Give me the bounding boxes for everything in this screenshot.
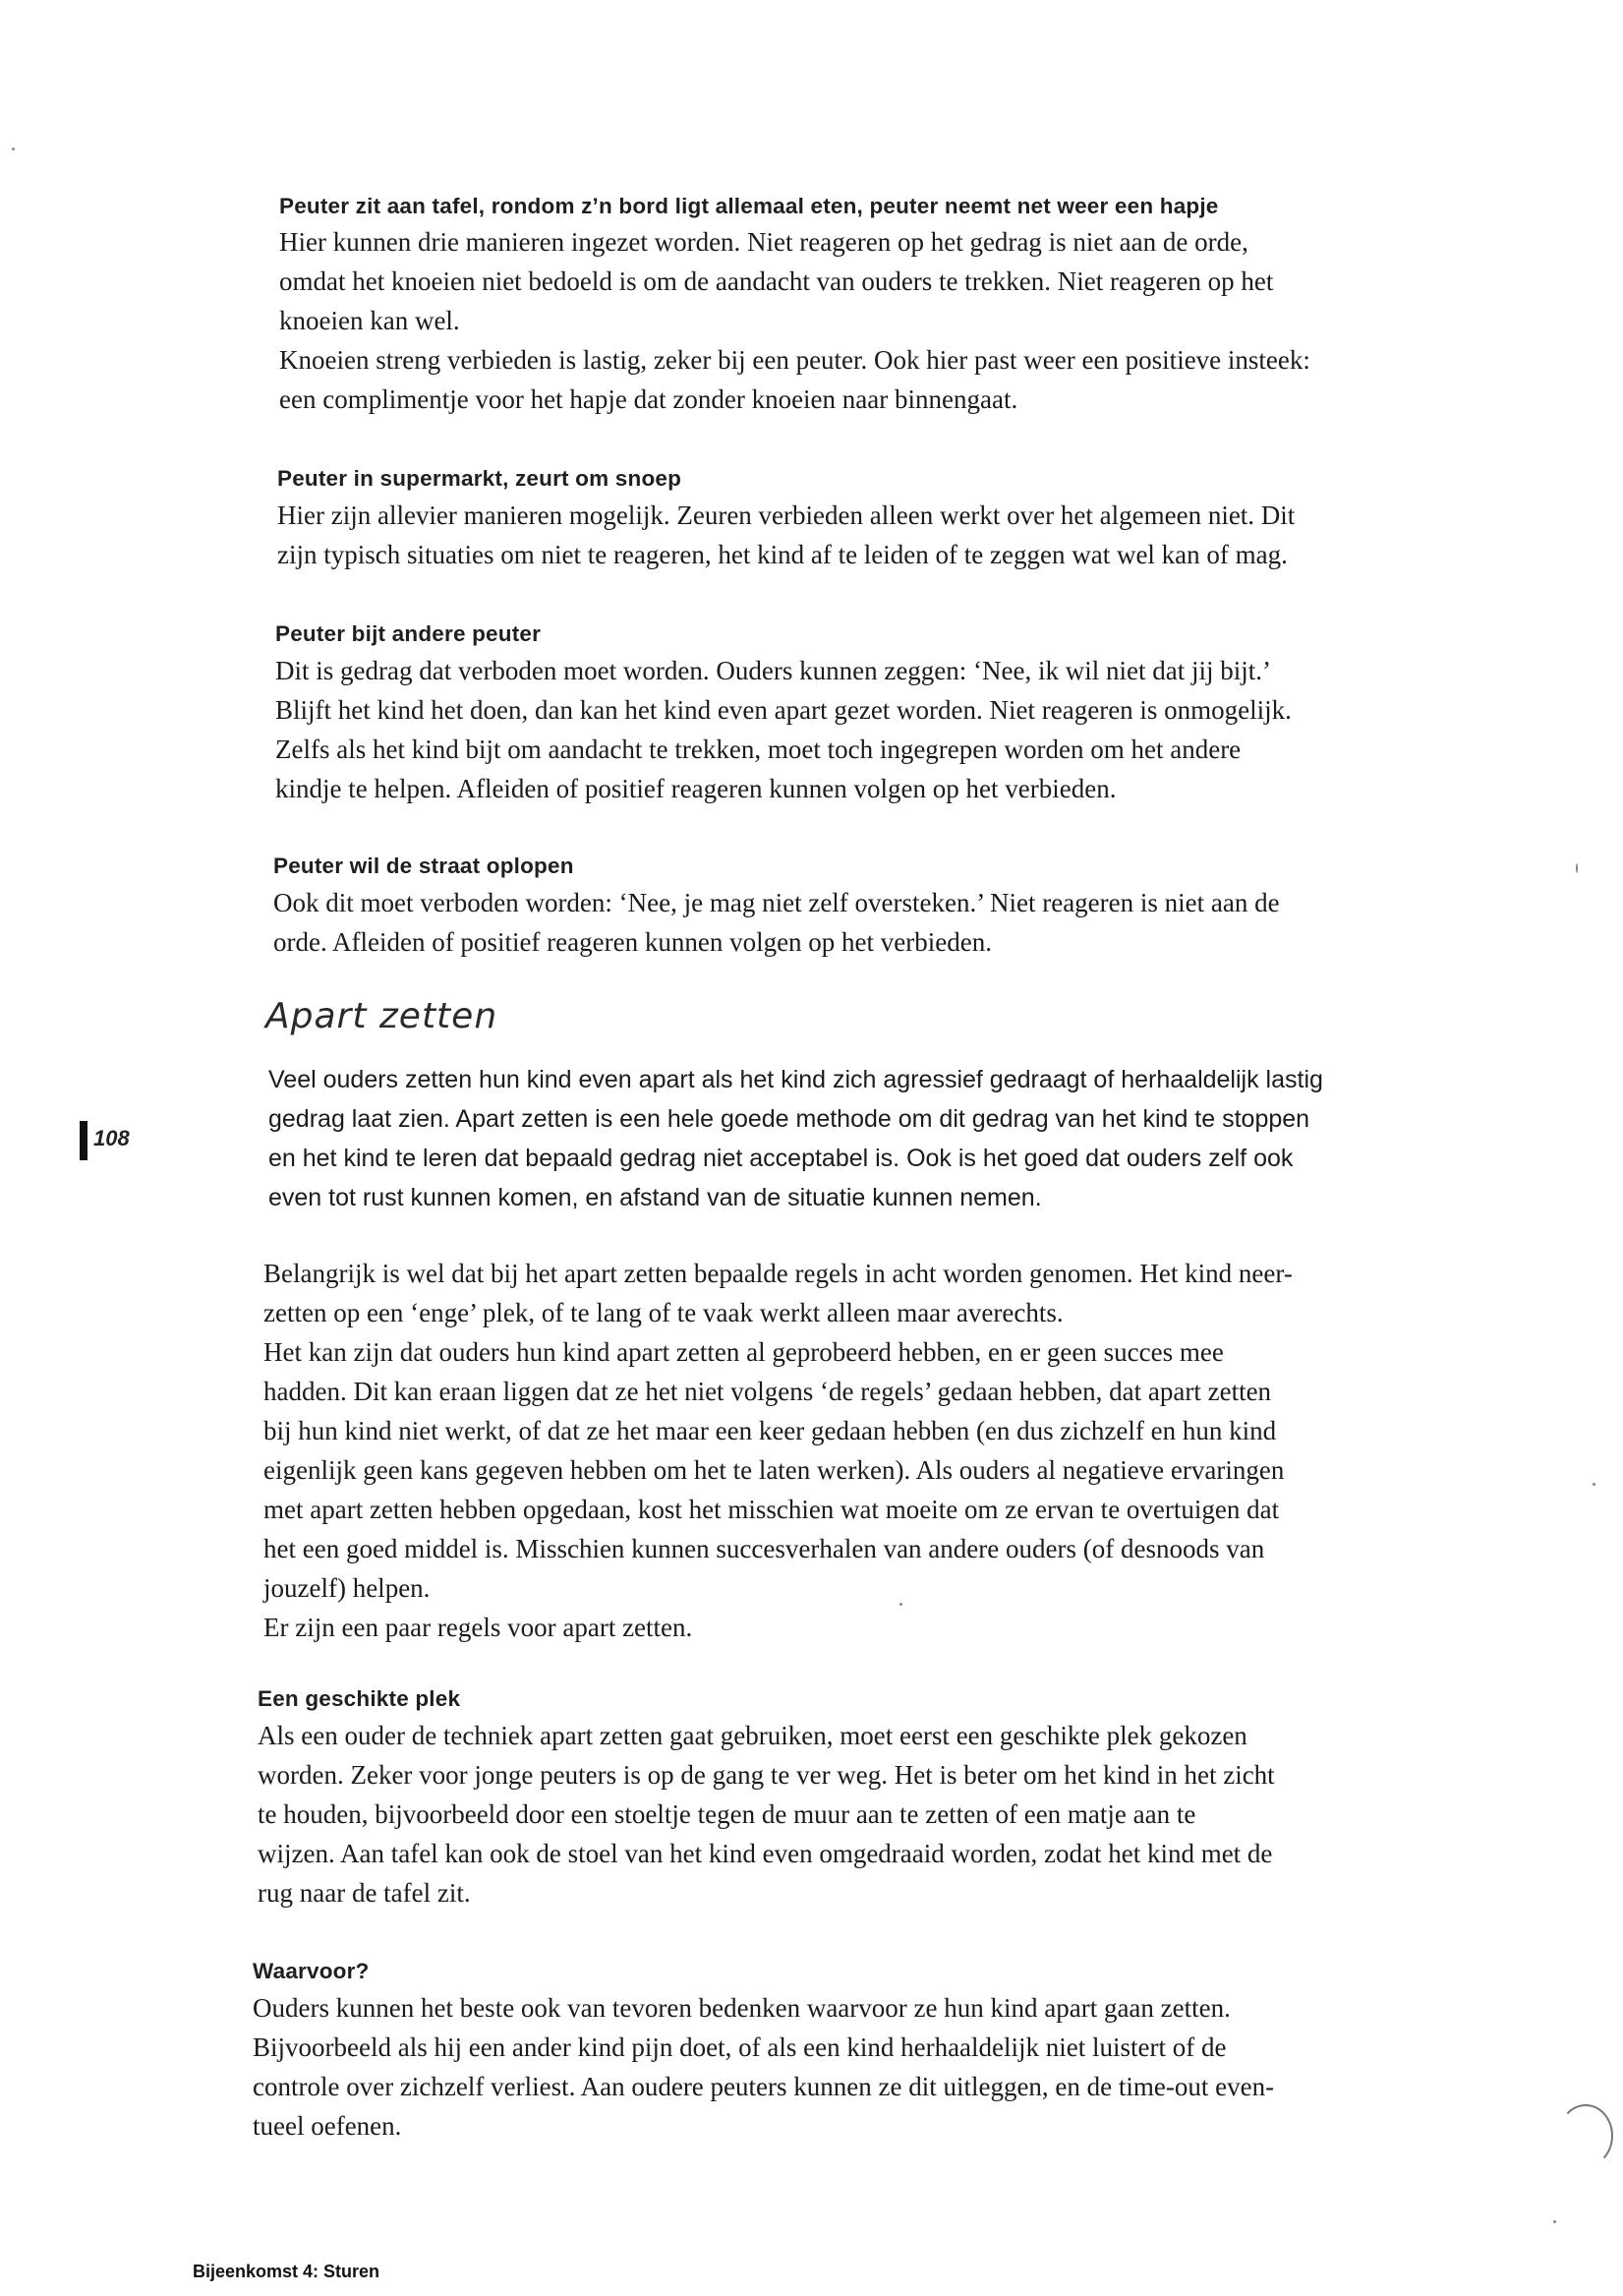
text-line: jouzelf) helpen.: [263, 1573, 431, 1603]
rules-paragraph: [263, 1254, 1492, 1647]
section-title: Apart zetten: [265, 996, 498, 1036]
section-heading: Peuter wil de straat oplopen: [273, 854, 574, 878]
scan-speck: [899, 1603, 902, 1606]
text-line: even tot rust kunnen komen, en afstand van de situatie kunnen nemen.: [268, 1184, 1042, 1211]
text-line: Blijft het kind het doen, dan kan het kind even apart gezet worden. Niet reageren is onmogelijk.: [275, 695, 1292, 725]
text-line: bij hun kind niet werkt, of dat ze het maar een keer gedaan hebben (en dus zichzelf en hun kind: [263, 1416, 1277, 1445]
text-line: Hier zijn allevier manieren mogelijk. Zeuren verbieden alleen werkt over het algemeen niet. Dit: [277, 500, 1296, 530]
section-biting: [275, 619, 1504, 808]
text-line: zijn typisch situaties om niet te reageren, het kind af te leiden of te zeggen wat wel kan of mag.: [277, 540, 1288, 569]
text-line: en het kind te leren dat bepaald gedrag niet acceptabel is. Ook is het goed dat ouders zelf ook: [268, 1145, 1294, 1172]
section-body: [279, 222, 1508, 419]
scan-mark: [1558, 2104, 1613, 2167]
text-line: hadden. Dit kan eraan liggen dat ze het niet volgens ‘de regels’ gedaan hebben, dat apart zetten: [263, 1377, 1272, 1406]
text-line: eigenlijk geen kans gegeven hebben om het te laten werken). Als ouders al negatieve ervaringen: [263, 1455, 1285, 1485]
section-heading: Peuter in supermarkt, zeurt om snoep: [277, 466, 682, 491]
text-line: Hier kunnen drie manieren ingezet worden. Niet reageren op het gedrag is niet aan de orde,: [279, 227, 1248, 257]
text-line: Er zijn een paar regels voor apart zetten.: [263, 1613, 693, 1642]
text-line: controle over zichzelf verliest. Aan oudere peuters kunnen ze dit uitleggen, en de time-out even-: [253, 2072, 1275, 2101]
subsection-heading: Een geschikte plek: [258, 1686, 461, 1711]
text-line: Knoeien streng verbieden is lastig, zeker bij een peuter. Ook hier past weer een positieve insteek:: [279, 345, 1310, 375]
scan-speck: [1553, 2220, 1556, 2223]
subsection-suitable-place: [258, 1684, 1486, 1913]
text-line: worden. Zeker voor jonge peuters is op de gang te ver weg. Het is beter om het kind in het zicht: [258, 1760, 1275, 1790]
text-line: het een goed middel is. Misschien kunnen succesverhalen van andere ouders (of desnoods van: [263, 1534, 1265, 1563]
text-line: Belangrijk is wel dat bij het apart zetten bepaalde regels in acht worden genomen. Het kind neer-: [263, 1259, 1293, 1288]
text-line: te houden, bijvoorbeeld door een stoeltje tegen de muur aan te zetten of een matje aan te: [258, 1799, 1196, 1829]
section-body: [277, 496, 1506, 574]
section-body: [273, 883, 1502, 962]
text-line: Ook dit moet verboden worden: ‘Nee, je mag niet zelf oversteken.’ Niet reageren is niet aan de: [273, 888, 1280, 917]
text-line: omdat het knoeien niet bedoeld is om de aandacht van ouders te trekken. Niet reageren op het: [279, 266, 1274, 296]
text-line: Dit is gedrag dat verboden moet worden. Ouders kunnen zeggen: ‘Nee, ik wil niet dat jij bijt.’: [275, 656, 1271, 685]
section-table-spilling: [279, 192, 1508, 419]
text-line: gedrag laat zien. Apart zetten is een hele goede methode om dit gedrag van het kind te stoppen: [268, 1105, 1310, 1133]
page-footer: Bijeenkomst 4: Sturen: [193, 2262, 380, 2281]
section-heading: Peuter zit aan tafel, rondom z’n bord ligt allemaal eten, peuter neemt net weer een hapje: [279, 194, 1219, 218]
text-line: Bijvoorbeeld als hij een ander kind pijn doet, of als een kind herhaaldelijk niet luistert of de: [253, 2032, 1227, 2062]
subsection-body: [258, 1716, 1486, 1913]
text-line: knoeien kan wel.: [279, 306, 460, 335]
page-marker-bar: [80, 1121, 87, 1160]
text-line: Veel ouders zetten hun kind even apart als het kind zich agressief gedraagt of herhaaldelijk lastig: [268, 1066, 1323, 1093]
subsection-heading: Waarvoor?: [253, 1959, 370, 1983]
scan-speck: [1576, 863, 1578, 873]
scan-speck: [1593, 1483, 1595, 1486]
text-line: orde. Afleiden of positief reageren kunnen volgen op het verbieden.: [273, 927, 992, 957]
text-line: zetten op een ‘enge’ plek, of te lang of te vaak werkt alleen maar averechts.: [263, 1298, 1064, 1327]
section-street: [273, 852, 1502, 962]
section-supermarket: [277, 464, 1506, 574]
intro-paragraph: [268, 1060, 1497, 1217]
text-line: wijzen. Aan tafel kan ook de stoel van het kind even omgedraaid worden, zodat het kind met de: [258, 1839, 1273, 1868]
text-line: Als een ouder de techniek apart zetten gaat gebruiken, moet eerst een geschikte plek gekozen: [258, 1721, 1247, 1750]
text-line: Zelfs als het kind bijt om aandacht te trekken, moet toch ingegrepen worden om het andere: [275, 735, 1242, 764]
text-line: tueel oefenen.: [253, 2111, 402, 2141]
text-line: kindje te helpen. Afleiden of positief reageren kunnen volgen op het verbieden.: [275, 774, 1117, 803]
scan-speck: [12, 147, 15, 150]
text-line: rug naar de tafel zit.: [258, 1878, 471, 1908]
section-heading: Peuter bijt andere peuter: [275, 621, 542, 646]
text-line: Ouders kunnen het beste ook van tevoren bedenken waarvoor ze hun kind apart gaan zetten.: [253, 1993, 1231, 2023]
section-body: [275, 651, 1504, 808]
text-line: een complimentje voor het hapje dat zonder knoeien naar binnengaat.: [279, 384, 1018, 414]
text-line: met apart zetten hebben opgedaan, kost het misschien wat moeite om ze ervan te overtuigen dat: [263, 1495, 1280, 1524]
subsection-what-for: [253, 1957, 1481, 2146]
page-number: 108: [93, 1126, 130, 1150]
subsection-body: [253, 1988, 1481, 2146]
rules-body: [263, 1254, 1492, 1647]
intro-body: [268, 1060, 1497, 1217]
text-line: Het kan zijn dat ouders hun kind apart zetten al geprobeerd hebben, en er geen succes mee: [263, 1337, 1224, 1367]
